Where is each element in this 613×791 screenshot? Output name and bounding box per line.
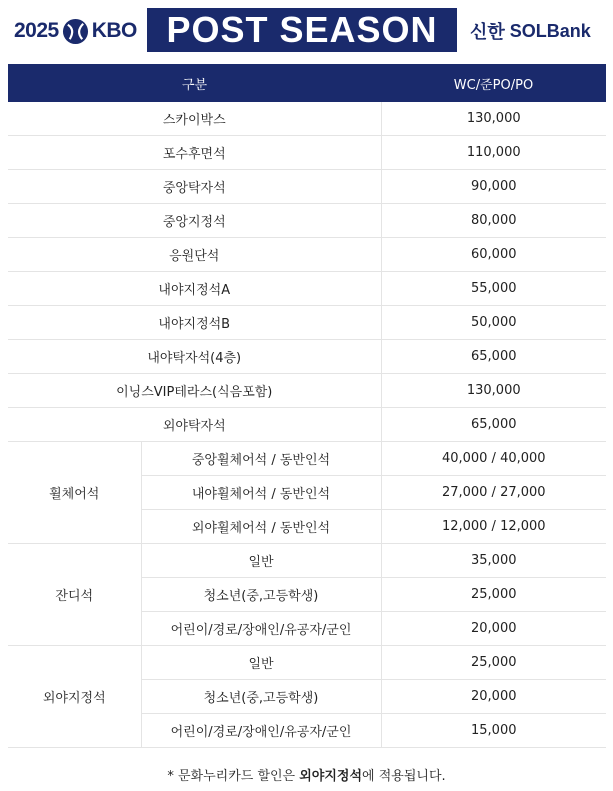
seat-name: 내야지정석A xyxy=(8,272,381,306)
table-row xyxy=(8,340,606,374)
seat-name: 외야휠체어석 / 동반인석 xyxy=(141,510,381,544)
seat-price: 60,000 xyxy=(381,238,606,272)
seat-name: 내야휠체어석 / 동반인석 xyxy=(141,476,381,510)
seat-name: 청소년(중,고등학생) xyxy=(141,578,381,612)
header-banner xyxy=(0,0,613,62)
seat-name: 응원단석 xyxy=(8,238,381,272)
seat-price: 25,000 xyxy=(381,578,606,612)
seat-price: 20,000 xyxy=(381,612,606,646)
seat-price: 15,000 xyxy=(381,714,606,748)
table-row xyxy=(8,102,606,136)
table-row xyxy=(8,204,606,238)
group-name: 잔디석 xyxy=(8,544,141,646)
seat-name: 외야탁자석 xyxy=(8,408,381,442)
seat-name: 내야탁자석(4층) xyxy=(8,340,381,374)
seat-price: 80,000 xyxy=(381,204,606,238)
title-box xyxy=(147,8,457,52)
seat-price: 90,000 xyxy=(381,170,606,204)
sponsor-bank: Bank xyxy=(546,20,591,41)
seat-price: 130,000 xyxy=(381,374,606,408)
seat-price: 40,000 / 40,000 xyxy=(381,442,606,476)
table-header-row xyxy=(8,64,606,102)
seat-price: 27,000 / 27,000 xyxy=(381,476,606,510)
seat-name: 이닝스VIP테라스(식음포함) xyxy=(8,374,381,408)
table-row xyxy=(8,272,606,306)
table-body xyxy=(8,102,606,748)
table-row xyxy=(8,442,606,476)
seat-price: 20,000 xyxy=(381,680,606,714)
price-table xyxy=(8,64,606,748)
table-row xyxy=(8,544,606,578)
header-category: 구분 xyxy=(8,64,381,102)
price-table-container xyxy=(8,64,606,748)
table-row xyxy=(8,646,606,680)
seat-name: 중앙휠체어석 / 동반인석 xyxy=(141,442,381,476)
table-row xyxy=(8,170,606,204)
seat-price: 110,000 xyxy=(381,136,606,170)
seat-name: 어린이/경로/장애인/유공자/군인 xyxy=(141,714,381,748)
seat-name: 청소년(중,고등학생) xyxy=(141,680,381,714)
seat-price: 65,000 xyxy=(381,408,606,442)
seat-price: 12,000 / 12,000 xyxy=(381,510,606,544)
seat-price: 50,000 xyxy=(381,306,606,340)
seat-name: 어린이/경로/장애인/유공자/군인 xyxy=(141,612,381,646)
baseball-icon xyxy=(62,18,89,45)
seat-name: 내야지정석B xyxy=(8,306,381,340)
kbo-label: KBO xyxy=(91,19,137,42)
table-row xyxy=(8,306,606,340)
seat-name: 중앙지정석 xyxy=(8,204,381,238)
page-title: POST SEASON xyxy=(166,9,438,50)
footnote-suffix: 에 적용됩니다. xyxy=(362,769,446,784)
kbo-logo xyxy=(14,14,137,48)
seat-name: 일반 xyxy=(141,646,381,680)
group-name: 휠체어석 xyxy=(8,442,141,544)
sponsor-korean: 신한 xyxy=(470,22,505,42)
seat-price: 65,000 xyxy=(381,340,606,374)
seat-name: 포수후면석 xyxy=(8,136,381,170)
sponsor-sol: SOL xyxy=(509,20,547,41)
seat-price: 130,000 xyxy=(381,102,606,136)
footnote-prefix: * 문화누리카드 할인은 xyxy=(167,769,300,784)
year-label: 2025 xyxy=(14,19,59,42)
seat-price: 35,000 xyxy=(381,544,606,578)
sponsor-logo xyxy=(470,16,591,46)
group-name: 외야지정석 xyxy=(8,646,141,748)
header-price: WC/준PO/PO xyxy=(381,64,606,102)
seat-name: 중앙탁자석 xyxy=(8,170,381,204)
footnote xyxy=(0,765,613,784)
seat-price: 55,000 xyxy=(381,272,606,306)
seat-name: 스카이박스 xyxy=(8,102,381,136)
seat-name: 일반 xyxy=(141,544,381,578)
seat-price: 25,000 xyxy=(381,646,606,680)
table-row xyxy=(8,408,606,442)
footnote-bold: 외야지정석 xyxy=(299,769,363,784)
table-row xyxy=(8,238,606,272)
table-row xyxy=(8,374,606,408)
table-row xyxy=(8,136,606,170)
